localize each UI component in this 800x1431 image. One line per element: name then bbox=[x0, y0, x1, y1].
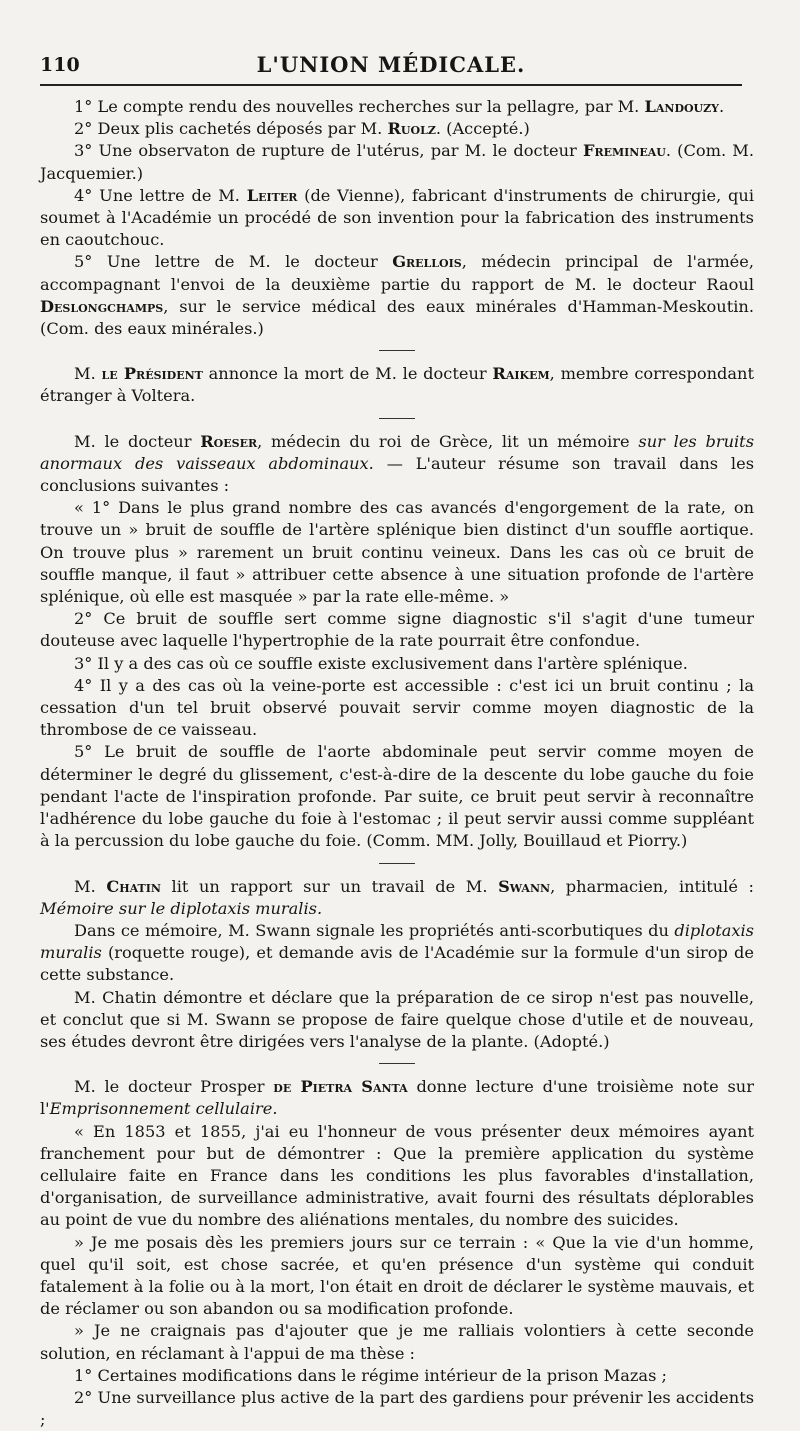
running-title: L'UNION MÉDICALE. bbox=[256, 52, 526, 77]
page-number: 110 bbox=[40, 54, 80, 76]
pietra-list-item: 1° Certaines modifications dans le régime intérieur de la prison Mazas ; bbox=[74, 1365, 667, 1385]
pietra-intro: M. le docteur Prosper de Pietra Santa donne lecture d'une troisième note sur l'Emprisonnement cellulaire. bbox=[40, 1077, 754, 1119]
chatin-paragraph: Dans ce mémoire, M. Swann signale les propriétés anti-scorbutiques du diplotaxis muralis (roquette rouge), et demande avis de l'Académie sur la formule d'un sirop de cette substance. bbox=[40, 920, 754, 985]
conclusion-paragraph: « 1° Dans le plus grand nombre des cas avancés d'engorgement de la rate, on trouve un » bruit de souffle de l'artère splénique bien distinct d'un souffle aortique. On trouve plus » rarement un bruit continu veineux. Dans les cas où ce bruit de souffle manque, il faut » attribuer cette absence à une situation profonde de l'artère splénique, où elle est masquée » par la rate elle-même. » bbox=[40, 498, 754, 607]
president-announcement: M. le Président annonce la mort de M. le docteur Raikem, membre correspondant étranger à Voltera. bbox=[40, 364, 754, 406]
section-separator bbox=[379, 350, 415, 351]
roeser-intro: M. le docteur Roeser, médecin du roi de Grèce, lit un mémoire sur les bruits anormaux des vaisseaux abdominaux. — L'auteur résume son travail dans les conclusions suivantes : bbox=[40, 431, 754, 496]
list-item: 3° Une observaton de rupture de l'utérus, par M. le docteur Fremineau. (Com. M. Jacquemier.) bbox=[40, 141, 754, 183]
conclusion-paragraph: 4° Il y a des cas où la veine-porte est accessible : c'est ici un bruit continu ; la cessation d'un tel bruit observé pouvait servir comme moyen diagnostic de la thrombose de ce vaisseau. bbox=[40, 675, 754, 740]
page-header bbox=[40, 44, 742, 86]
list-item: 1° Le compte rendu des nouvelles recherches sur la pellagre, par M. Landouzy. bbox=[74, 97, 725, 116]
pietra-paragraph: « En 1853 et 1855, j'ai eu l'honneur de vous présenter deux mémoires ayant franchement pour but de démontrer : Que la première application du système cellulaire faite en France dans les conditions les plus favorables d'installation, d'organisation, de surveillance administrative, avait fourni des résultats déplorables au point de vue du nombre des aliénations mentales, du nombre des suicides. bbox=[40, 1121, 754, 1230]
section-separator bbox=[379, 863, 415, 864]
page-body bbox=[40, 96, 754, 1431]
conclusion-paragraph: 5° Le bruit de souffle de l'aorte abdominale peut servir comme moyen de déterminer le degré du glissement, c'est-à-dire de la descente du lobe gauche du foie pendant l'acte de l'inspiration profonde. Par suite, ce bruit peut servir à reconnaître l'adhérence du lobe gauche du foie à l'estomac ; il peut servir aussi comme suppléant à la percussion du lobe gauche du foie. (Comm. MM. Jolly, Bouillaud et Piorry.) bbox=[40, 742, 754, 851]
section-separator bbox=[379, 1063, 415, 1064]
conclusion-paragraph: 3° Il y a des cas où ce souffle existe exclusivement dans l'artère splénique. bbox=[74, 653, 688, 673]
list-item: 4° Une lettre de M. Leiter (de Vienne), fabricant d'instruments de chirurgie, qui soumet à l'Académie un procédé de son invention pour la fabrication des instruments en caoutchouc. bbox=[40, 185, 755, 250]
pietra-paragraph: » Je me posais dès les premiers jours sur ce terrain : « Que la vie d'un homme, quel qu'il soit, est chose sacrée, et qu'en présence d'un système qui conduit fatalement à la folie ou à la mort, l'on était en droit de déclarer le système mauvais, et de réclamer ou son abandon ou sa modification profonde. bbox=[40, 1232, 754, 1319]
chatin-paragraph: M. Chatin démontre et déclare que la préparation de ce sirop n'est pas nouvelle, et conclut que si M. Swann se propose de faire quelque chose d'utile et de nouveau, ses études devront être dirigées vers l'analyse de la plante. (Adopté.) bbox=[40, 987, 754, 1051]
conclusion-paragraph: 2° Ce bruit de souffle sert comme signe diagnostic s'il s'agit d'une tumeur douteuse avec laquelle l'hypertrophie de la rate pourrait être confondue. bbox=[40, 609, 754, 651]
list-item: 2° Deux plis cachetés déposés par M. Ruolz. (Accepté.) bbox=[74, 119, 530, 139]
list-item: 5° Une lettre de M. le docteur Grellois, médecin principal de l'armée, accompagnant l'envoi de la deuxième partie du rapport de M. le docteur Raoul Deslongchamps, sur le service médical des eaux minérales d'Hamman-Meskoutin. (Com. des eaux minérales.) bbox=[40, 252, 754, 339]
chatin-intro: M. Chatin lit un rapport sur un travail de M. Swann, pharmacien, intitulé : Mémoire sur le diplotaxis muralis. bbox=[40, 876, 754, 918]
pietra-list-item: 2° Une surveillance plus active de la part des gardiens pour prévenir les accidents ; bbox=[40, 1387, 754, 1430]
pietra-paragraph: » Je ne craignais pas d'ajouter que je me ralliais volontiers à cette seconde solution, en réclamant à l'appui de ma thèse : bbox=[40, 1321, 754, 1363]
section-separator bbox=[379, 418, 415, 419]
